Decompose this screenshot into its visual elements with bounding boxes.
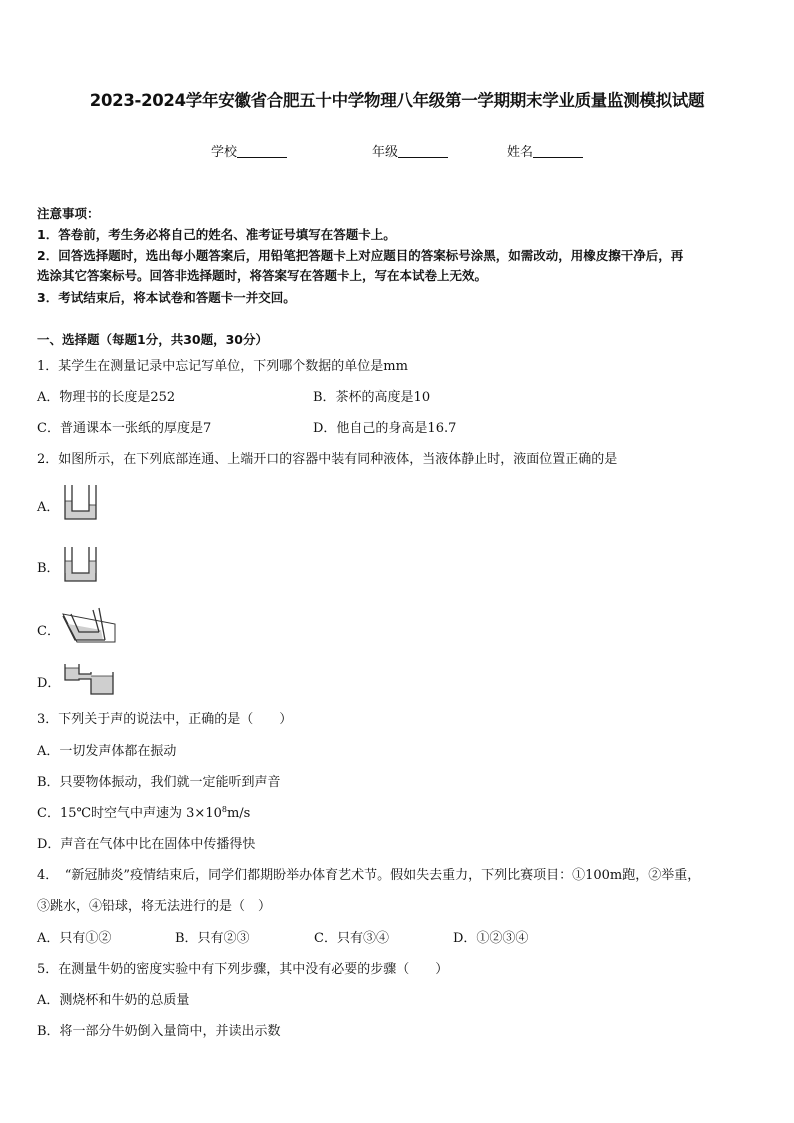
option-b: B．将一部分牛奶倒入量筒中，并读出示数 bbox=[37, 1024, 281, 1039]
notice-item: 3．考试结束后，将本试卷和答题卡一并交回。 bbox=[37, 290, 296, 305]
name-field bbox=[507, 141, 583, 160]
option-b: B．只要物体振动，我们就一定能听到声音 bbox=[37, 775, 281, 790]
question-stem: 4． “新冠肺炎”疫情结束后，同学们都期盼举办体育艺术节。假如失去重力，下列比赛项目：①100m跑，②举重， bbox=[37, 868, 701, 883]
notice-item: 1．答卷前，考生务必将自己的姓名、准考证号填写在答题卡上。 bbox=[37, 227, 396, 242]
school-field bbox=[211, 141, 287, 160]
option-b: B．只有②③ bbox=[175, 931, 250, 946]
option-b: B．茶杯的高度是10 bbox=[313, 390, 431, 405]
name-blank[interactable] bbox=[533, 144, 583, 158]
question-stem-cont: ③跳水，④铅球，将无法进行的是（ ） bbox=[37, 899, 272, 914]
option-c bbox=[37, 802, 250, 821]
name-label: 姓名 bbox=[507, 145, 534, 160]
option-d: D．①②③④ bbox=[453, 931, 529, 946]
grade-label: 年级 bbox=[372, 145, 399, 160]
option-c: C．普通课本一张纸的厚度是7 bbox=[37, 421, 212, 436]
page-title: 2023-2024学年安徽省合肥五十中学物理八年级第一学期期末学业质量监测模拟试题 bbox=[89, 91, 705, 110]
option-a: A．只有①② bbox=[37, 931, 112, 946]
grade-field bbox=[372, 141, 448, 160]
option-c: C． bbox=[37, 624, 60, 639]
question-stem: 3．下列关于声的说法中，正确的是（ ） bbox=[37, 712, 293, 727]
u-tube-figure-a bbox=[61, 483, 101, 523]
option-a: A． bbox=[37, 500, 60, 515]
option-a: A．物理书的长度是252 bbox=[37, 390, 176, 405]
question-stem: 5．在测量牛奶的密度实验中有下列步骤，其中没有必要的步骤（ ） bbox=[37, 962, 449, 977]
notice-item: 选涂其它答案标号。回答非选择题时，将答案写在答题卡上，写在本试卷上无效。 bbox=[37, 268, 488, 283]
tilted-vessel-figure-c bbox=[61, 604, 119, 646]
grade-blank[interactable] bbox=[398, 144, 448, 158]
school-blank[interactable] bbox=[237, 144, 287, 158]
option-a: A．测烧杯和牛奶的总质量 bbox=[37, 993, 190, 1008]
option-c: C．只有③④ bbox=[314, 931, 389, 946]
question-stem: 2．如图所示，在下列底部连通、上端开口的容器中装有同种液体，当液体静止时，液面位置正确的是 bbox=[37, 452, 618, 467]
option-d: D． bbox=[37, 676, 61, 691]
u-tube-figure-b bbox=[61, 545, 101, 585]
option-b: B． bbox=[37, 561, 60, 576]
section-heading: 一、选择题（每题1分，共30题，30分） bbox=[37, 332, 268, 347]
option-c-exponent: 8 bbox=[221, 805, 227, 814]
question-stem: 1．某学生在测量记录中忘记写单位，下列哪个数据的单位是mm bbox=[37, 359, 408, 374]
option-a: A．一切发声体都在振动 bbox=[37, 744, 177, 759]
notice-heading: 注意事项： bbox=[37, 206, 100, 221]
school-label: 学校 bbox=[211, 145, 238, 160]
notice-item: 2．回答选择题时，选出每小题答案后，用铅笔把答题卡上对应题目的答案标号涂黑，如需改动，用橡皮擦干净后，再 bbox=[37, 248, 684, 263]
stepped-vessel-figure-d bbox=[61, 662, 117, 698]
option-d: D．他自己的身高是16.7 bbox=[313, 421, 457, 436]
option-c-unit: m/s bbox=[226, 806, 251, 821]
option-c-text: C．15℃时空气中声速为 3×10 bbox=[37, 806, 222, 821]
option-d: D．声音在气体中比在固体中传播得快 bbox=[37, 837, 256, 852]
